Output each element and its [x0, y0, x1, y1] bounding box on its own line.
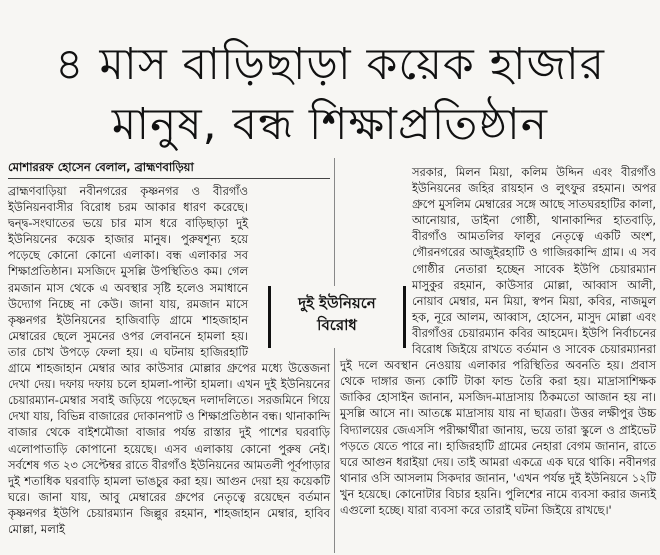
pullquote-line-2: বিরোধ	[317, 316, 357, 334]
article-text-left: ব্রাহ্মণবাড়িয়া নবীনগরের কৃষ্ণনগর ও বীরগাঁও ইউনিয়নবাসীর বিরোধ চরম আকার ধারণ করেছে। দ্বন্দ্ব-সংঘাতের ভয়ে চার মাস ধরে বাড়িছাড়া দুই ইউনিয়নের কয়েক হাজার মানুষ। পুরুষশূন্য হয়ে পড়েছে কোনো কোনো এলাকা। বন্ধ এলাকার সব শিক্ষাপ্রতিষ্ঠান। মসজিদে মুসল্লি উপস্থিতিও কম। গেল রমজান মাস থেকে এ অবস্থার সৃষ্টি হলেও সমাধানে উদ্যোগ নিচ্ছে না কেউ। জানা যায়, রমজান মাসে কৃষ্ণনগর ইউনিয়নের হাজিবাড়ি গ্রামে শাহজাহান মেম্বারের ছেলে সুমনের ওপর লেবাননে হামলা হয়। তার চোখ উপড়ে ফেলা হয়। এ ঘটনায় হাজিরহাটি গ্রামে শাহজাহান মেম্বার আর কাউসার মোল্লার গ্রুপের মধ্যে উত্তেজনা দেখা দেয়। দফায় দফায় চলে হামলা-পাল্টা হামলা। এখন দুই ইউনিয়নের চেয়ারম্যান-মেম্বার সবাই জড়িয়ে পড়েছেন দলাদলিতে। সরজমিনে গিয়ে দেখা যায়, বিভিন্ন বাজারের দোকানপাট ও শিক্ষাপ্রতিষ্ঠান বন্ধ। থানাকান্দি বাজার থেকে বাইশমৌজা বাজার পর্যন্ত রাস্তার দুই পাশের ঘরবাড়ি এলোপাতাড়ি কোপানো হয়েছে। এসব এলাকায় কোনো পুরুষ নেই। সর্বশেষ গত ২৩ সেপ্টেম্বর রাতে বীরগাঁও ইউনিয়নের আমতলী পূর্বপাড়ার দুই শতাধিক ঘরবাড়ি হামলা ভাঙচুর করা হয়। আগুন দেয়া হয় কয়েকটি ঘরে। জানা যায়, আবু মেম্বারের গ্রুপের নেতৃত্বে রয়েছেন বর্তমান কৃষ্ণনগর ইউপি চেয়ারম্যান জিল্লুর রহমান, শাহজাহান মেম্বার, হাবিব মোল্লা, মলাই	[8, 184, 330, 536]
pullquote-line-1: দুই ইউনিয়নে	[298, 294, 376, 312]
byline-divider	[8, 178, 330, 179]
pullquote	[268, 286, 406, 348]
article-column-left	[8, 183, 330, 537]
article-text-right: সরকার, মিলন মিয়া, কলিম উদ্দিন এবং বীরগাঁও ইউনিয়নের জহির রায়হান ও লুৎফুর রহমান। অপর গ্রুপে মুসলিম মেম্বারের সঙ্গে আছে সাতঘরহাটির কালা, আনোয়ার, ডাইনা গোষ্ঠী, থানাকান্দির হাতবাড়ি, বীরগাঁও আমতলির ফালুর নেতৃত্বে একটি অংশ, গৌরনগরের আজুইরহাটি ও গাজিরকান্দি গ্রাম। এ সব গোষ্ঠীর নেতারা হচ্ছেন সাবেক ইউপি চেয়ারম্যান মাসুকুর রহমান, কাউসার মোল্লা, আব্বাস আলী, নোয়াব মেম্বার, মন মিয়া, স্বপন মিয়া, কবির, নাজমুল হক, নূরে আলম, আব্বাস, হোসেন, মাসুদ মোল্লা এবং বীরগাঁওর চেয়ারম্যান কবির আহমেদ। ইউপি নির্বাচনের বিরোধ জিইয়ে রাখতে বর্তমান ও সাবেক চেয়ারম্যানরা দুই দলে অবস্থান নেওয়ায় এলাকার পরিস্থিতির অবনতি হয়। প্রবাস থেকে দাঙ্গার জন্য কোটি টাকা ফান্ড তৈরি করা হয়। মাদ্রাসাশিক্ষক জাকির হোসাইন জানান, মসজিদ-মাদ্রাসায় ঠিকমতো আজান হয় না। মুসল্লি আসে না। আতঙ্কে মাদ্রাসায় যায় না ছাত্ররা। উত্তর লক্ষীপুর উচ্চ বিদ্যালয়ের জেএসসি পরীক্ষার্থীরা জানায়, ভয়ে তারা স্কুলে ও প্রাইভেট পড়তে যেতে পারে না। হাজিরহাটি গ্রামের নেহারা বেগম জানান, রাতে ঘরে আগুন ধরাইয়া দেয়। তাই আমরা একত্রে এক ঘরে থাকি। নবীনগর থানার ওসি আসলাম সিকদার জানান, 'এখন পর্যন্ত দুই ইউনিয়নে ১২টি খুন হয়েছে। কোনোটার বিচার হয়নি। পুলিশের নামে ব্যবসা করার জন্যই এগুলো হচ্ছে। যারা ব্যবসা করে তারাই ঘটনা জিইয়ে রাখছে।'	[340, 165, 656, 517]
column-divider	[334, 158, 335, 553]
byline: মোশাররফ হোসেন বেলাল, ব্রাহ্মণবাড়িয়া	[8, 160, 194, 174]
headline-line-1: ৪ মাস বাড়িছাড়া কয়েক হাজার	[55, 39, 605, 91]
headline-line-2: মানুষ, বন্ধ শিক্ষাপ্রতিষ্ঠান	[111, 99, 549, 151]
headline	[0, 35, 660, 155]
